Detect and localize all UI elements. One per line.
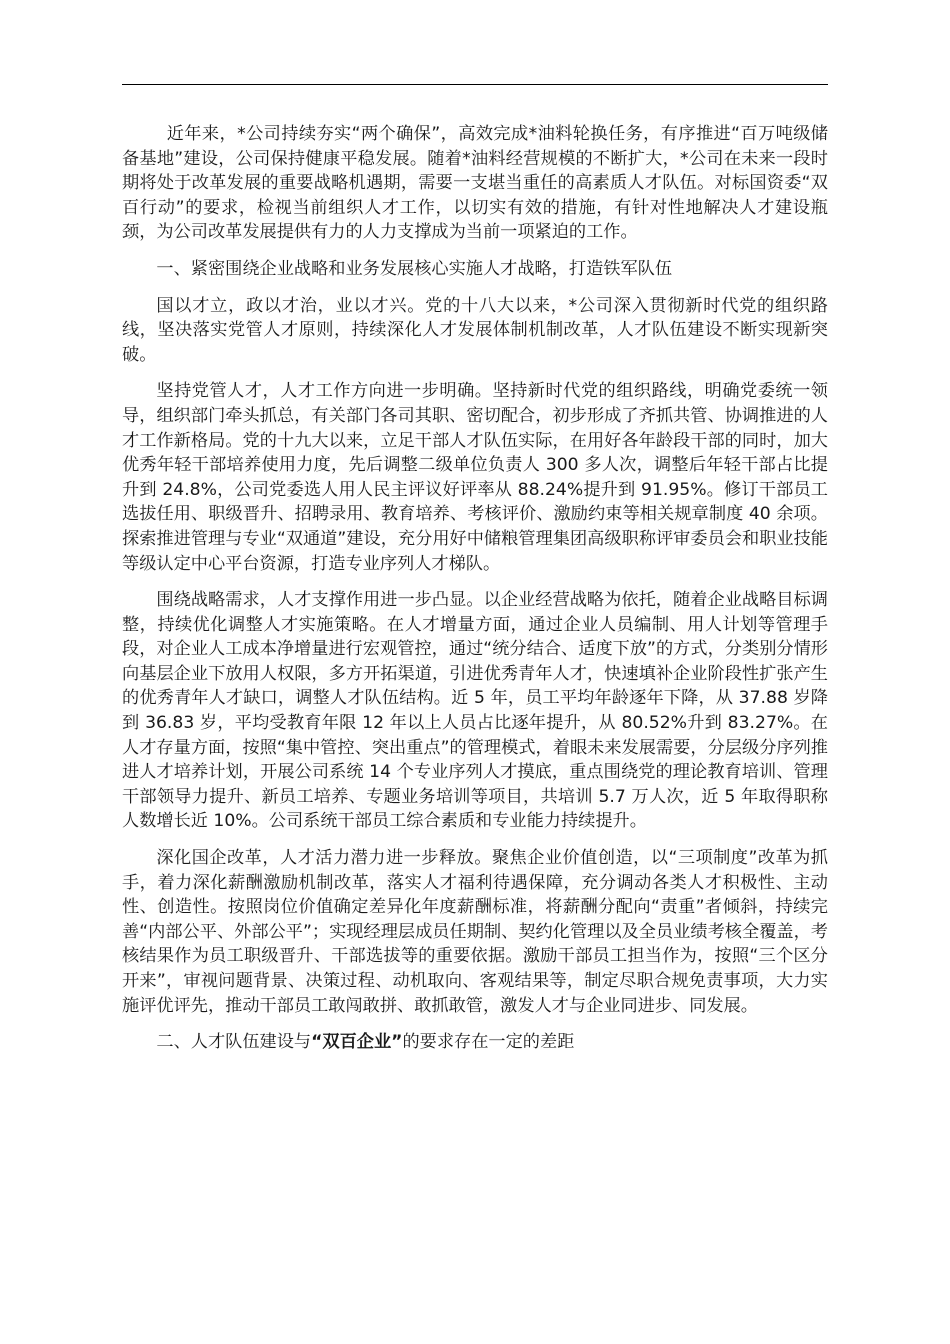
body-paragraph-2: 坚持党管人才，人才工作方向进一步明确。坚持新时代党的组织路线，明确党委统一领导，组织部门牵头抓总，有关部门各司其职、密切配合，初步形成了齐抓共管、协调推进的人才工作新格局。党的十九大以来，立足干部人才队伍实际，在用好各年龄段干部的同时，加大优秀年轻干部培养使用力度，先后调整二级单位负责人 300 多人次，调整后年轻干部占比提升到 24.8%，公司党委选人用人民主评议好评率从 88.24%提升到 91.95%。修订干部员工选拔任用、职级晋升、招聘录用、教育培养、考核评价、激励约束等相关规章制度 40 余项。探索推进管理与专业“双通道”建设，充分用好中储粮管理集团高级职称评审委员会和职业技能等级认定中心平台资源，打造专业序列人才梯队。 [122,381,828,574]
body-paragraph-1: 国以才立，政以才治，业以才兴。党的十八大以来，*公司深入贯彻新时代党的组织路线，坚决落实党管人才原则，持续深化人才发展体制机制改革，人才队伍建设不断实现新突破。 [122,295,828,365]
section-heading-1: 一、紧密围绕企业战略和业务发展核心实施人才战略，打造铁军队伍 [156,258,673,279]
header-rule [122,84,828,85]
body-paragraph-4: 深化国企改革，人才活力潜力进一步释放。聚焦企业价值创造，以“三项制度”改革为抓手，着力深化薪酬激励机制改革，落实人才福利待遇保障，充分调动各类人才积极性、主动性、创造性。按照岗位价值确定差异化年度薪酬标准，将薪酬分配向“责重”者倾斜，持续完善“内部公平、外部公平”；实现经理层成员任期制、契约化管理以及全员业绩考核全覆盖，考核结果作为员工职级晋升、干部选拔等的重要依据。激励干部员工担当作为，按照“三个区分开来”，审视问题背景、决策过程、动机取向、客观结果等，制定尽职合规免责事项，大力实施评优评先，推动干部员工敢闯敢拼、敢抓敢管，激发人才与企业同进步、同发展。 [122,848,828,1016]
section-heading-2-suffix: 的要求存在一定的差距 [402,1032,575,1053]
section-heading-2 [122,1030,828,1055]
intro-paragraph: 近年来，*公司持续夯实“两个确保”，高效完成*油料轮换任务，有序推进“百万吨级储备基地”建设，公司保持健康平稳发展。随着*油料经营规模的不断扩大，*公司在未来一段时期将处于改革发展的重要战略机遇期，需要一支堪当重任的高素质人才队伍。对标国资委“双百行动”的要求，检视当前组织人才工作，以切实有效的措施，有针对性地解决人才建设瓶颈，为公司改革发展提供有力的人力支撑成为当前一项紧迫的工作。 [122,124,828,243]
document-body [122,122,828,1067]
body-paragraph-3: 围绕战略需求，人才支撑作用进一步凸显。以企业经营战略为依托，随着企业战略目标调整，持续优化调整人才实施策略。在人才增量方面，通过企业人员编制、用人计划等管理手段，对企业人工成本净增量进行宏观管控，通过“统分结合、适度下放”的方式，分类别分情形向基层企业下放用人权限，多方开拓渠道，引进优秀青年人才，快速填补企业阶段性扩张产生的优秀青年人才缺口，调整人才队伍结构。近 5 年，员工平均年龄逐年下降，从 37.88 岁降到 36.83 岁，平均受教育年限 12 年以上人员占比逐年提升，从 80.52%升到 83.27%。在人才存量方面，按照“集中管控、突出重点”的管理模式，着眼未来发展需要，分层级分序列推进人才培养计划，开展公司系统 14 个专业序列人才摸底，重点围绕党的理论教育培训、管理干部领导力提升、新员工培养、专题业务培训等项目，共培训 5.7 万人次，近 5 年取得职称人数增长近 10%。公司系统干部员工综合素质和专业能力持续提升。 [122,590,828,832]
section-heading-2-prefix: 二、人才队伍建设与 [156,1032,312,1053]
section-heading-2-quoted: “双百企业” [311,1032,403,1053]
